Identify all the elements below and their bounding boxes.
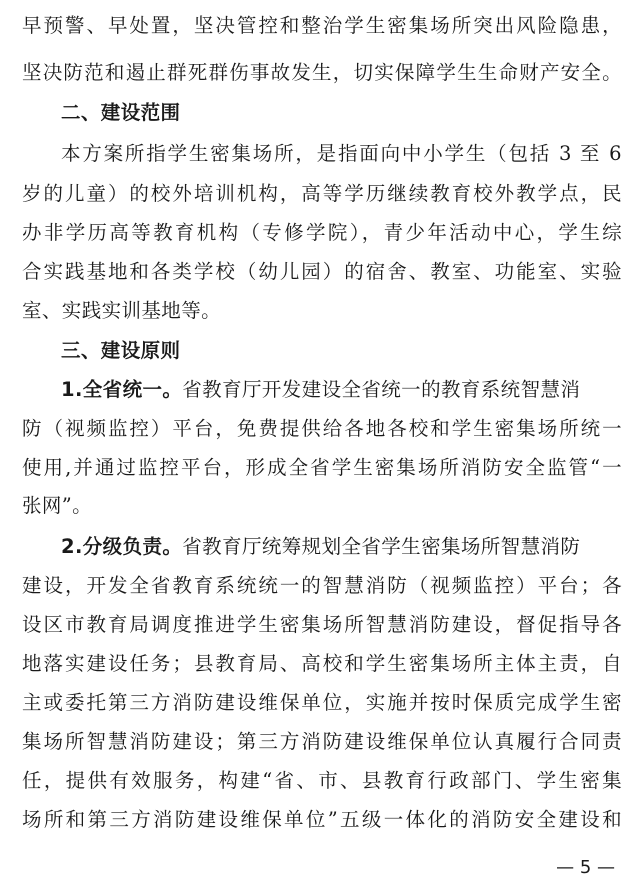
principle-text: 省教育厅开发建设全省统一的教育系统智慧消 <box>182 378 581 401</box>
body-line: 地落实建设任务；县教育局、高校和学生密集场所主体主责，自 <box>22 652 622 675</box>
body-line: 岁的儿童）的校外培训机构，高等学历继续教育校外教学点，民 <box>22 182 622 205</box>
page-number: — 5 — <box>556 857 615 878</box>
body-line: 本方案所指学生密集场所，是指面向中小学生（包括 3 至 6 <box>61 142 622 165</box>
principle-item-1 <box>61 378 622 402</box>
body-line: 任，提供有效服务，构建“省、市、县教育行政部门、学生密集 <box>22 769 622 792</box>
body-line: 坚决防范和遏止群死群伤事故发生，切实保障学生生命财产安全。 <box>22 61 622 84</box>
body-line: 早预警、早处置，坚决管控和整治学生密集场所突出风险隐患， <box>22 14 622 37</box>
body-line: 防（视频监控）平台，免费提供给各地各校和学生密集场所统一 <box>22 417 622 440</box>
principle-text: 省教育厅统筹规划全省学生密集场所智慧消防 <box>182 535 581 558</box>
body-line: 场所和第三方消防建设维保单位”五级一体化的消防安全建设和 <box>22 808 622 831</box>
principle-item-2 <box>61 535 622 559</box>
body-line: 集场所智慧消防建设；第三方消防建设维保单位认真履行合同责 <box>22 730 622 753</box>
body-line: 使用,并通过监控平台，形成全省学生密集场所消防安全监管“一 <box>22 456 622 479</box>
body-line: 主或委托第三方消防建设维保单位，实施并按时保质完成学生密 <box>22 691 622 714</box>
section-heading-scope: 二、建设范围 <box>61 101 181 124</box>
body-line: 设区市教育局调度推进学生密集场所智慧消防建设，督促指导各 <box>22 613 622 636</box>
principle-lead: 2.分级负责。 <box>61 535 183 558</box>
body-line: 合实践基地和各类学校（幼儿园）的宿舍、教室、功能室、实验 <box>22 260 622 283</box>
body-line: 室、实践实训基地等。 <box>22 299 222 322</box>
body-line: 张网”。 <box>22 494 93 517</box>
body-line: 办非学历高等教育机构（专修学院），青少年活动中心，学生综 <box>22 221 622 244</box>
body-line: 建设，开发全省教育系统统一的智慧消防（视频监控）平台；各 <box>22 574 622 597</box>
section-heading-principles: 三、建设原则 <box>61 339 181 362</box>
principle-lead: 1.全省统一。 <box>61 378 183 401</box>
